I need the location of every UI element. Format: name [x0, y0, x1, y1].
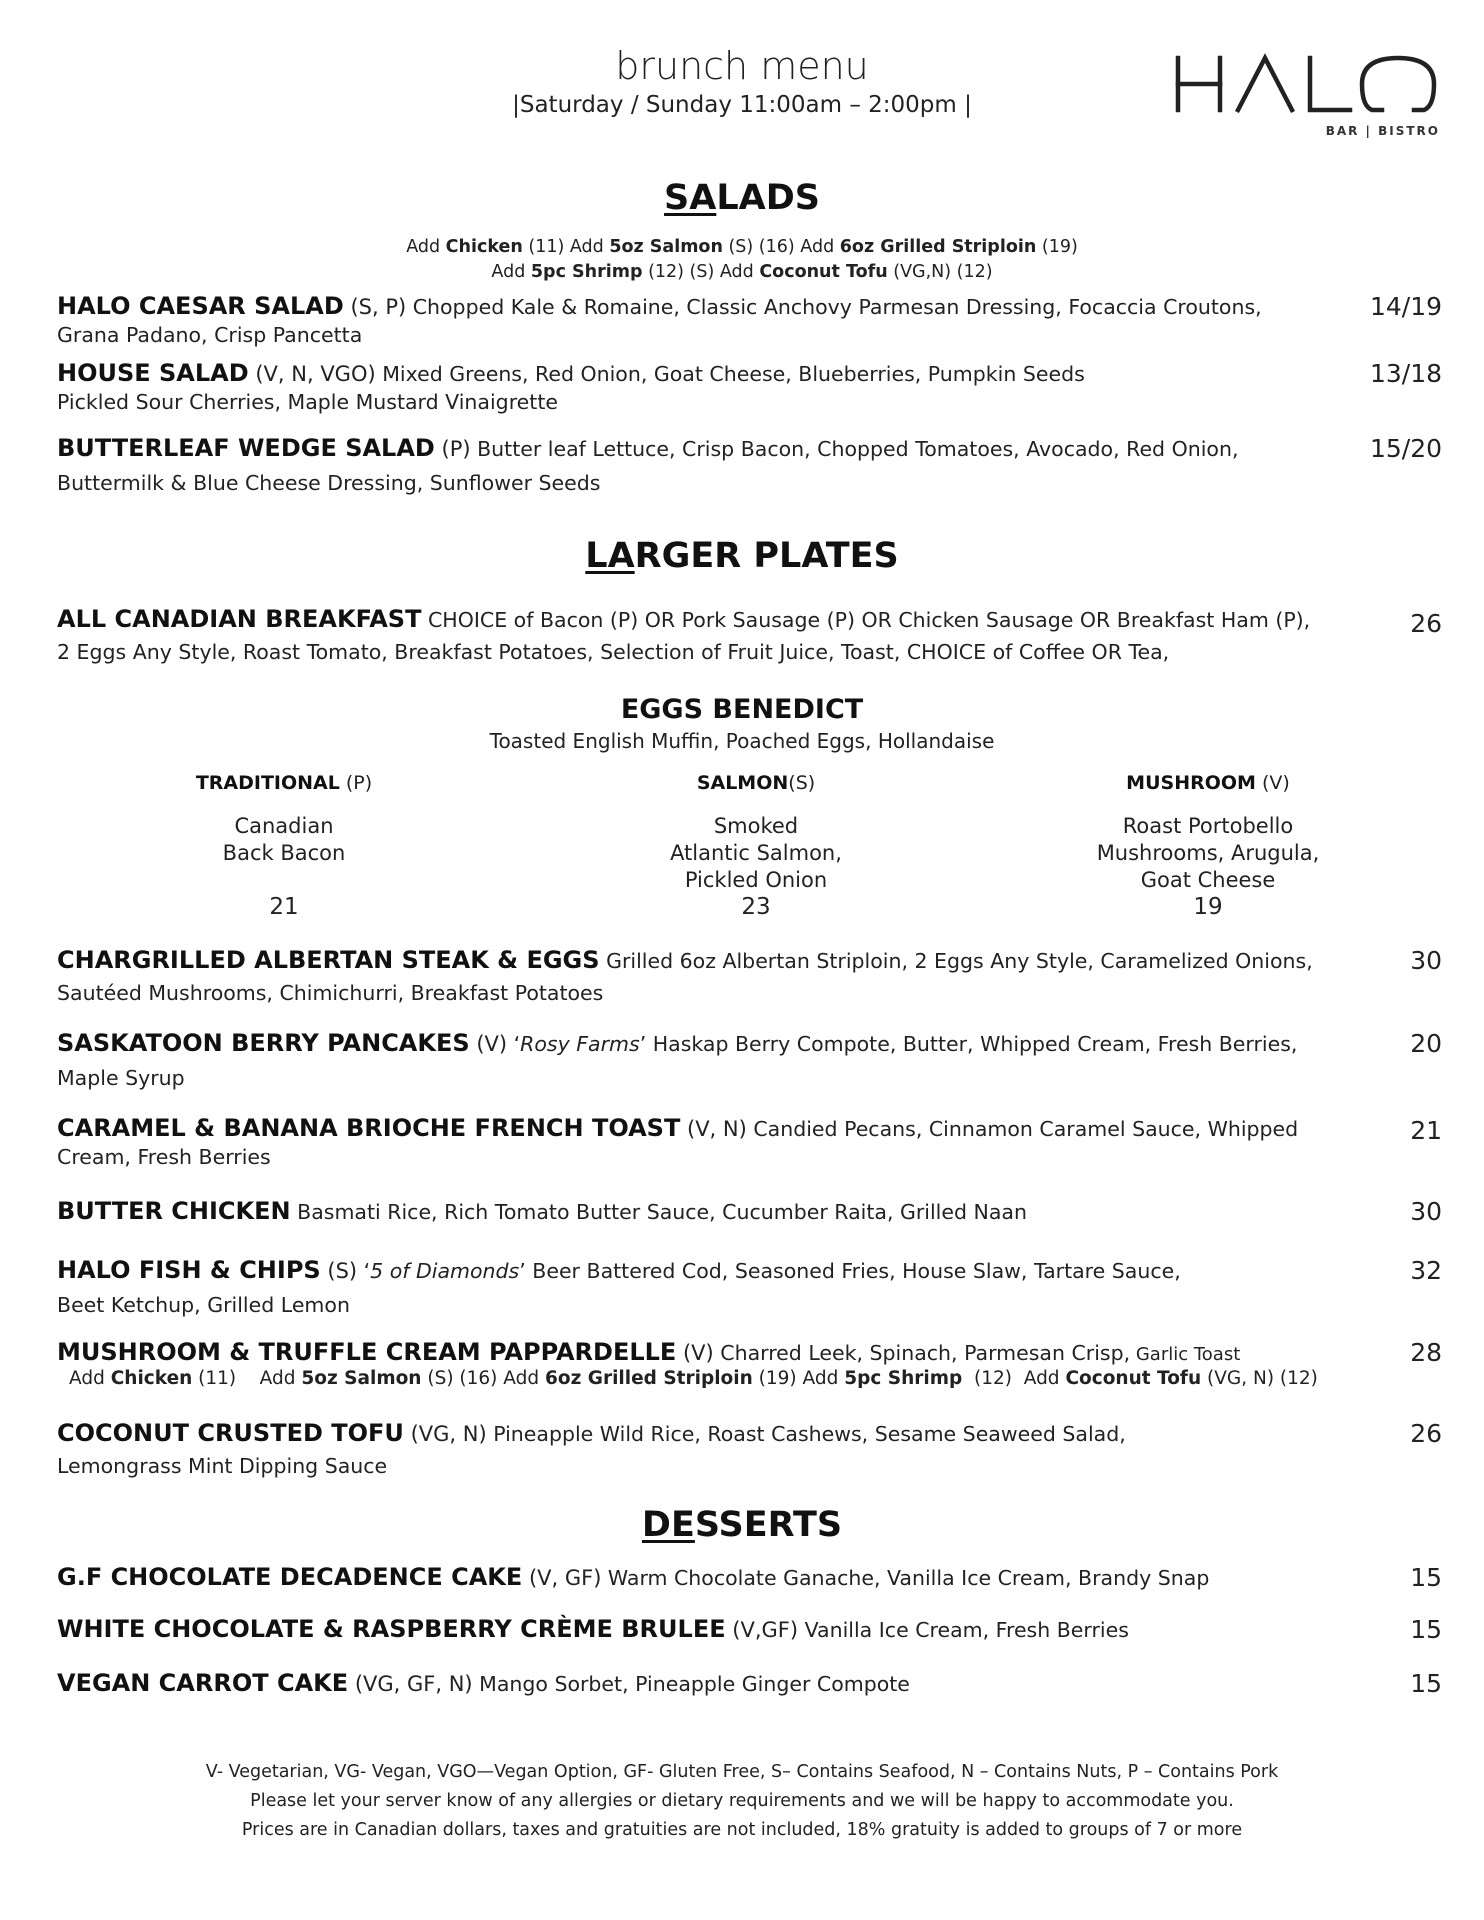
item-tags: (V, GF): [522, 1566, 602, 1590]
item-price: 26: [1410, 1419, 1442, 1448]
menu-item-fish-and-chips: [57, 1256, 1347, 1317]
addon-striploin: 6oz Grilled Striploin: [839, 237, 1037, 257]
item-price: 32: [1410, 1256, 1442, 1285]
addon-text: Add: [406, 237, 446, 257]
option-line: Smoked: [713, 814, 799, 838]
salad-addons: [0, 235, 1484, 285]
item-name: SASKATOON BERRY PANCAKES: [57, 1029, 470, 1057]
option-line: Atlantic Salmon,: [670, 841, 842, 865]
item-description-cont: 2 Eggs Any Style, Roast Tomato, Breakfast Potatoes, Selection of Fruit Juice, Toast, CHOICE of Coffee OR Tea,: [57, 640, 1170, 664]
allergy-notice: Please let your server know of any allergies or dietary requirements and we will be happy to accommodate you.: [250, 1791, 1234, 1811]
desserts-heading-underlined: DE: [641, 1505, 695, 1545]
item-price: 26: [1410, 609, 1442, 638]
item-tags: (P): [434, 437, 471, 461]
item-description: ’ Haskap Berry Compote, Butter, Whipped Cream, Fresh Berries,: [639, 1032, 1298, 1056]
addon-tofu: Coconut Tofu: [1065, 1368, 1202, 1389]
salad-addons-line-2: [0, 260, 1484, 285]
salads-heading-rest: LADS: [716, 178, 820, 218]
addon-text: (12) (S) Add: [642, 262, 760, 282]
item-description: ’ Beer Battered Cod, Seasoned Fries, House Slaw, Tartare Sauce,: [519, 1259, 1181, 1283]
option-name: MUSHROOM: [1126, 772, 1256, 794]
item-price: 15: [1410, 1669, 1442, 1698]
salad-addons-line-1: [0, 235, 1484, 260]
menu-footer: [0, 1758, 1484, 1845]
option-line: Goat Cheese: [1140, 868, 1276, 892]
item-price: 15: [1410, 1615, 1442, 1644]
logo-subtitle: BAR | BISTRO: [1325, 124, 1440, 138]
item-description: ‘: [507, 1032, 521, 1056]
item-tags: (V): [676, 1341, 714, 1365]
menu-item-butter-chicken: [57, 1197, 1347, 1225]
item-tags: (S): [320, 1259, 358, 1283]
item-description-cont: Maple Syrup: [57, 1066, 185, 1090]
service-hours: |Saturday / Sunday 11:00am – 2:00pm |: [512, 92, 972, 118]
option-line: Mushrooms, Arugula,: [1096, 841, 1320, 865]
addon-chicken: Chicken: [445, 237, 523, 257]
eggs-benedict-description: Toasted English Muffin, Poached Eggs, Hollandaise: [489, 729, 995, 753]
item-name: HALO FISH & CHIPS: [57, 1256, 321, 1284]
menu-item-steak-and-eggs: [57, 946, 1347, 1005]
item-name: G.F CHOCOLATE DECADENCE CAKE: [57, 1563, 523, 1591]
addon-text: (11) Add: [522, 237, 610, 257]
option-price: 19: [1193, 894, 1223, 920]
item-description-cont: Pickled Sour Cherries, Maple Mustard Vinaigrette: [57, 390, 558, 414]
menu-item-chocolate-cake: [57, 1563, 1347, 1591]
addon-text: (VG,N) (12): [887, 262, 993, 282]
addon-text: (S) (16) Add: [722, 237, 840, 257]
larger-heading-underlined: LA: [585, 536, 635, 576]
addon-text: (19) Add: [752, 1368, 845, 1389]
item-name: BUTTER CHICKEN: [57, 1197, 291, 1225]
item-tags: (V,GF): [725, 1618, 799, 1642]
addon-salmon: 5oz Salmon: [609, 237, 723, 257]
item-price: 28: [1410, 1338, 1442, 1367]
salads-heading-underlined: SA: [664, 178, 717, 218]
addon-tofu: Coconut Tofu: [759, 262, 888, 282]
item-description: Mango Sorbet, Pineapple Ginger Compote: [472, 1672, 910, 1696]
item-description-cont: Buttermilk & Blue Cheese Dressing, Sunflower Seeds: [57, 471, 601, 495]
option-tag: (V): [1255, 772, 1290, 794]
item-description-cont: Beet Ketchup, Grilled Lemon: [57, 1293, 350, 1317]
item-description: Mixed Greens, Red Onion, Goat Cheese, Blueberries, Pumpkin Seeds: [375, 362, 1085, 386]
item-price: 21: [1410, 1116, 1442, 1145]
item-tags: (VG, GF, N): [348, 1672, 473, 1696]
item-farm-name: Rosy Farms: [520, 1032, 640, 1056]
item-price: 30: [1410, 946, 1442, 975]
item-name: BUTTERLEAF WEDGE SALAD: [57, 434, 435, 462]
halo-logo-mark: [1170, 50, 1440, 120]
option-tag: (S): [788, 772, 816, 794]
menu-item-butterleaf-wedge: [57, 434, 1347, 495]
item-description-cont: Lemongrass Mint Dipping Sauce: [57, 1454, 388, 1478]
menu-item-canadian-breakfast: [57, 605, 1347, 664]
benedict-option-salmon: [556, 772, 956, 922]
option-line: Back Bacon: [222, 841, 346, 865]
item-name: CHARGRILLED ALBERTAN STEAK & EGGS: [57, 946, 600, 974]
item-description-small: Garlic Toast: [1130, 1344, 1241, 1365]
addon-text: (19): [1036, 237, 1078, 257]
addon-text: (12) Add: [962, 1368, 1066, 1389]
item-description: Butter leaf Lettuce, Crisp Bacon, Chopped Tomatoes, Avocado, Red Onion,: [470, 437, 1239, 461]
addon-text: (S) (16) Add: [421, 1368, 545, 1389]
eggs-benedict-title: EGGS BENEDICT: [620, 694, 864, 725]
item-name: COCONUT CRUSTED TOFU: [57, 1419, 404, 1447]
item-price: 13/18: [1369, 359, 1442, 388]
option-price: 23: [741, 894, 771, 920]
option-price: 21: [269, 894, 299, 920]
item-tags: (VG, N): [403, 1422, 487, 1446]
menu-item-french-toast: [57, 1114, 1347, 1169]
option-line: Pickled Onion: [684, 868, 828, 892]
desserts-heading: [0, 1505, 1484, 1545]
salads-heading: [0, 178, 1484, 218]
addon-salmon: 5oz Salmon: [301, 1368, 422, 1389]
addon-shrimp: 5pc Shrimp: [844, 1368, 963, 1389]
larger-heading-rest: RGER PLATES: [634, 536, 899, 576]
option-line: Roast Portobello: [1122, 814, 1294, 838]
addon-text: Add: [69, 1368, 111, 1389]
addon-shrimp: 5pc Shrimp: [530, 262, 643, 282]
addon-text: (VG, N) (12): [1201, 1368, 1318, 1389]
item-description: ‘: [357, 1259, 371, 1283]
benedict-option-mushroom: [1008, 772, 1408, 922]
item-price: 14/19: [1369, 292, 1442, 321]
item-description: Candied Pecans, Cinnamon Caramel Sauce, Whipped: [746, 1117, 1299, 1141]
pricing-notice: Prices are in Canadian dollars, taxes and gratuities are not included, 18% gratuity is added to groups of 7 or more: [241, 1820, 1243, 1840]
addon-text: Add: [491, 262, 531, 282]
desserts-heading-rest: SSERTS: [694, 1505, 843, 1545]
item-price: 20: [1410, 1029, 1442, 1058]
item-description: Warm Chocolate Ganache, Vanilla Ice Cream, Brandy Snap: [601, 1566, 1210, 1590]
item-description: CHOICE of Bacon (P) OR Pork Sausage (P) OR Chicken Sausage OR Breakfast Ham (P),: [421, 608, 1311, 632]
item-name: HOUSE SALAD: [57, 359, 249, 387]
menu-item-caesar-salad: [57, 292, 1347, 347]
menu-item-creme-brulee: [57, 1615, 1347, 1643]
item-tags: (V, N): [680, 1117, 747, 1141]
addon-striploin: 6oz Grilled Striploin: [544, 1368, 753, 1389]
item-description-cont: Cream, Fresh Berries: [57, 1145, 271, 1169]
item-description-cont: Grana Padano, Crisp Pancetta: [57, 323, 363, 347]
item-name: CARAMEL & BANANA BRIOCHE FRENCH TOAST: [57, 1114, 681, 1142]
item-description: Basmati Rice, Rich Tomato Butter Sauce, Cucumber Raita, Grilled Naan: [290, 1200, 1027, 1224]
item-name: HALO CAESAR SALAD: [57, 292, 344, 320]
item-price: 30: [1410, 1197, 1442, 1226]
item-name: MUSHROOM & TRUFFLE CREAM PAPPARDELLE: [57, 1338, 677, 1366]
item-brewery-name: 5 of Diamonds: [370, 1259, 520, 1283]
menu-item-house-salad: [57, 359, 1347, 414]
item-tags: (V, N, VGO): [248, 362, 376, 386]
option-line: Canadian: [234, 814, 334, 838]
item-description: Charred Leek, Spinach, Parmesan Crisp,: [713, 1341, 1131, 1365]
item-description: Pineapple Wild Rice, Roast Cashews, Sesame Seaweed Salad,: [486, 1422, 1126, 1446]
larger-plates-heading: [0, 536, 1484, 576]
option-name: TRADITIONAL: [195, 772, 340, 794]
item-name: WHITE CHOCOLATE & RASPBERRY CRÈME BRULEE: [57, 1615, 726, 1643]
menu-item-coconut-tofu: [57, 1419, 1347, 1478]
item-name: VEGAN CARROT CAKE: [57, 1669, 349, 1697]
addon-chicken: Chicken: [110, 1368, 193, 1389]
item-name: ALL CANADIAN BREAKFAST: [57, 605, 422, 633]
menu-title: brunch menu: [615, 44, 869, 88]
dietary-legend: V- Vegetarian, VG- Vegan, VGO—Vegan Option, GF- Gluten Free, S– Contains Seafood, N – Contains Nuts, P – Contains Pork: [205, 1762, 1279, 1782]
benedict-option-traditional: [84, 772, 484, 922]
item-description-cont: Sautéed Mushrooms, Chimichurri, Breakfast Potatoes: [57, 981, 604, 1005]
option-name: SALMON: [696, 772, 789, 794]
item-description: Chopped Kale & Romaine, Classic Anchovy Parmesan Dressing, Focaccia Croutons,: [406, 295, 1262, 319]
addon-text: (11) Add: [192, 1368, 302, 1389]
item-price: 15/20: [1369, 434, 1442, 463]
item-description: Vanilla Ice Cream, Fresh Berries: [798, 1618, 1129, 1642]
menu-item-carrot-cake: [57, 1669, 1347, 1697]
item-tags: (V): [469, 1032, 508, 1056]
item-description: Grilled 6oz Albertan Striploin, 2 Eggs Any Style, Caramelized Onions,: [599, 949, 1313, 973]
option-tag: (P): [339, 772, 373, 794]
menu-item-saskatoon-pancakes: [57, 1029, 1347, 1090]
item-tags: (S, P): [343, 295, 407, 319]
item-price: 15: [1410, 1563, 1442, 1592]
pasta-addons: [57, 1368, 1347, 1389]
menu-item-truffle-pappardelle: [57, 1338, 1347, 1389]
